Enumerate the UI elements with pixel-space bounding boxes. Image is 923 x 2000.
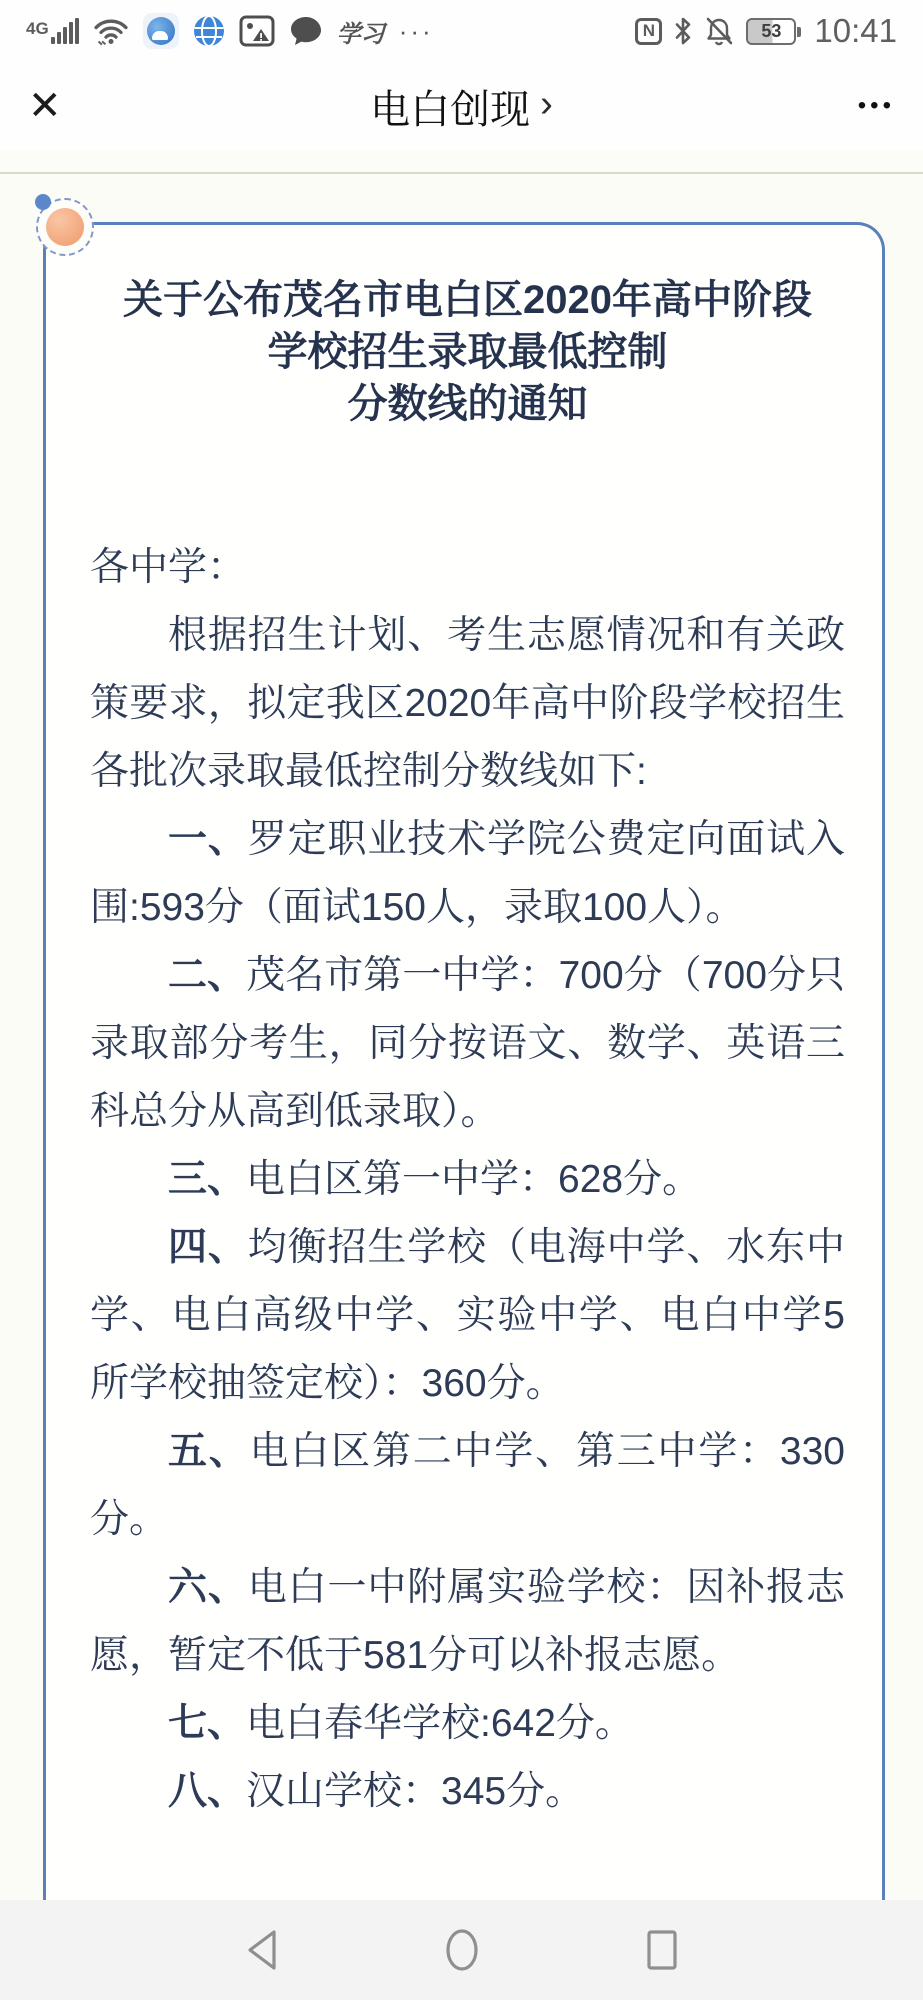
- item-text: 罗定职业技术学院公费定向面试入围:593分（面试150人，录取100人）。: [90, 818, 845, 929]
- battery-icon: [746, 18, 796, 45]
- chat-bubble-icon: [289, 15, 323, 47]
- notice-title: [90, 274, 845, 430]
- globe-app-icon: [193, 15, 225, 47]
- cell-signal-icon: [26, 18, 79, 44]
- decorative-circle: [36, 198, 94, 256]
- browser-app-icon: [143, 13, 179, 49]
- status-right-group: [635, 12, 897, 50]
- nav-back-button[interactable]: [239, 1927, 285, 1973]
- bluetooth-icon: [674, 16, 692, 46]
- article-content: [0, 174, 923, 1900]
- item-marker: 四、: [168, 1226, 248, 1269]
- notice-card: [43, 222, 885, 1900]
- item-text: 电白区第二中学、第三中学：330分。: [90, 1430, 845, 1541]
- item-marker: 二、: [168, 954, 247, 997]
- learning-app-icon: 学习: [336, 21, 385, 48]
- item-text: 电白春华学校:642分。: [246, 1702, 634, 1745]
- item-text: 茂名市第一中学：700分（700分只录取部分考生，同分按语文、数学、英语三科总分从高到低录取）。: [90, 954, 845, 1133]
- item-text: 电白一中附属实验学校：因补报志愿，暂定不低于581分可以补报志愿。: [90, 1566, 845, 1677]
- home-circle-icon: [444, 1928, 480, 1972]
- item-marker: 三、: [168, 1158, 247, 1201]
- nfc-icon: N: [635, 18, 662, 45]
- clock-time: 10:41: [814, 12, 897, 49]
- notice-title-line: 学校招生录取最低控制: [267, 330, 668, 374]
- notice-item: [90, 942, 845, 1146]
- nav-home-button[interactable]: [439, 1927, 485, 1973]
- notice-title-line: 关于公布茂名市电白区2020年高中阶段: [123, 278, 812, 322]
- android-nav-bar: [0, 1900, 923, 2000]
- status-bar: [0, 0, 923, 62]
- account-title-link[interactable]: [370, 78, 553, 135]
- item-text: 汉山学校：345分。: [246, 1770, 585, 1813]
- close-icon: ✕: [28, 84, 62, 128]
- item-text: 电白区第一中学：628分。: [246, 1158, 702, 1201]
- chevron-right-icon: ›: [540, 82, 553, 125]
- header-title-area: [0, 78, 923, 135]
- wifi-icon: [93, 16, 129, 46]
- close-button[interactable]: [28, 86, 62, 126]
- article-header: [0, 62, 923, 150]
- battery-percent: 53: [761, 20, 782, 41]
- more-icon: •••: [857, 92, 895, 119]
- item-text: 均衡招生学校（电海中学、水东中学、电白高级中学、实验中学、电白中学5所学校抽签定校）：360分。: [90, 1226, 845, 1405]
- network-type-label: 4G: [26, 19, 49, 38]
- notice-salutation: 各中学：: [90, 546, 247, 589]
- notice-item: [90, 1418, 845, 1554]
- notice-item: [90, 1214, 845, 1418]
- notice-item: [90, 1690, 845, 1758]
- status-overflow-icon: ···: [398, 16, 434, 46]
- back-triangle-icon: [246, 1929, 278, 1971]
- item-marker: 八、: [168, 1770, 247, 1813]
- notice-title-line: 分数线的通知: [347, 382, 588, 426]
- recents-square-icon: [646, 1929, 678, 1971]
- item-marker: 五、: [168, 1430, 250, 1473]
- notice-item: [90, 1146, 845, 1214]
- orange-ball-ornament: [46, 208, 84, 246]
- notice-body: [90, 534, 845, 1826]
- status-left-group: [26, 13, 434, 49]
- account-title: 电白创现: [370, 87, 531, 132]
- notice-item: [90, 806, 845, 942]
- notice-intro: 根据招生计划、考生志愿情况和有关政策要求，拟定我区2020年高中阶段学校招生各批次录取最低控制分数线如下:: [90, 614, 845, 793]
- mute-bell-icon: [704, 16, 734, 46]
- notice-item: [90, 1554, 845, 1690]
- nav-recents-button[interactable]: [639, 1927, 685, 1973]
- item-marker: 六、: [168, 1566, 248, 1609]
- item-marker: 一、: [168, 818, 248, 861]
- blue-dot-ornament: [35, 194, 51, 210]
- item-marker: 七、: [168, 1702, 247, 1745]
- notice-item: [90, 1758, 845, 1826]
- more-button[interactable]: [858, 92, 895, 120]
- gallery-warning-icon: [239, 15, 275, 47]
